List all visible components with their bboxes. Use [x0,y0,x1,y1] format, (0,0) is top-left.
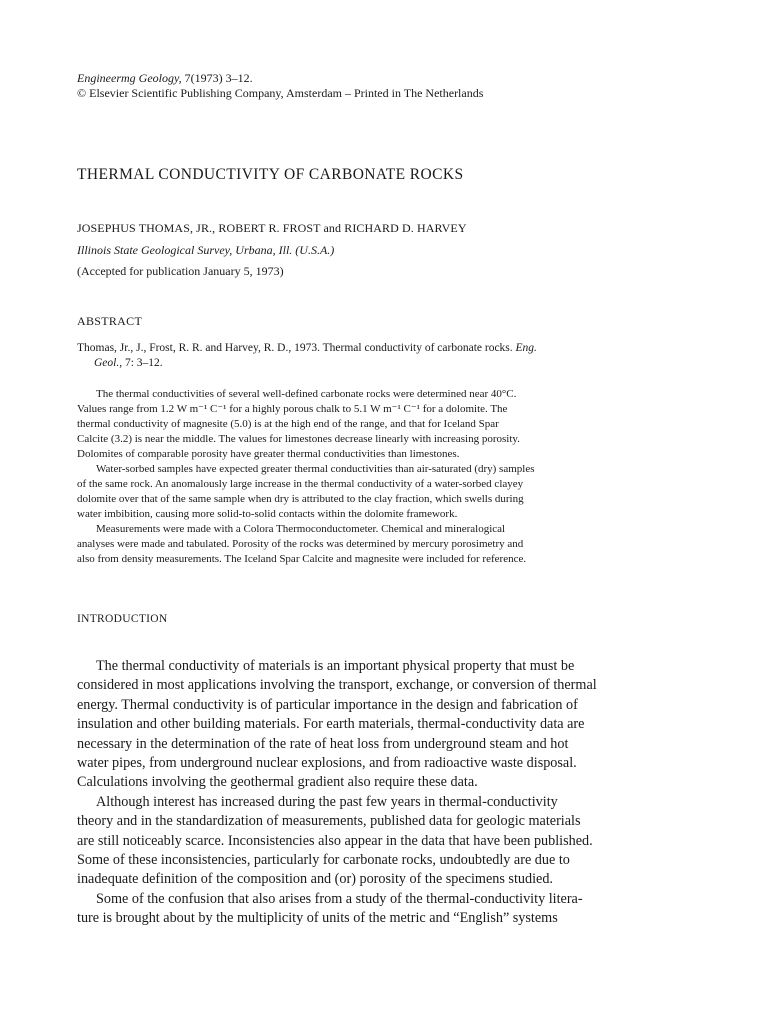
citation-line-2 [77,356,677,371]
citation-journal: Eng. [515,342,537,354]
abstract-line: water imbibition, causing more solid-to-solid contacts within the dolomite framework. [77,508,458,520]
introduction-line: inadequate definition of the composition and (or) porosity of the specimens studied. [77,871,553,888]
citation-text: Thomas, Jr., J., Frost, R. R. and Harvey, R. D., 1973. Thermal conductivity of carbonate rocks. [77,342,516,354]
introduction-line: Although interest has increased during the past few years in thermal-conductivity [96,793,558,810]
article-title: THERMAL CONDUCTIVITY OF CARBONATE ROCKS [77,166,464,183]
abstract-line: Calcite (3.2) is near the middle. The values for limestones decrease linearly with increasing porosity. [77,433,520,445]
abstract-line: Water-sorbed samples have expected greater thermal conductivities than air-saturated (dry) samples [96,463,535,475]
abstract-line: Values range from 1.2 W m⁻¹ C⁻¹ for a highly porous chalk to 5.1 W m⁻¹ C⁻¹ for a dolomite. The [77,403,508,415]
abstract-citation [77,341,677,371]
introduction-line: Some of these inconsistencies, particularly for carbonate rocks, undoubtedly are due to [77,852,570,869]
introduction-line: ture is brought about by the multiplicity of units of the metric and “English” systems [77,910,558,927]
introduction-line: water pipes, from underground nuclear explosions, and from radioactive waste disposal. [77,755,577,772]
abstract-line: thermal conductivity of magnesite (5.0) is at the high end of the range, and that for Iceland Spar [77,418,499,430]
abstract-line: of the same rock. An anomalously large increase in the thermal conductivity of a water-sorbed clayey [77,478,524,490]
abstract-line: analyses were made and tabulated. Porosity of the rocks was determined by mercury porosimetry and [77,538,524,550]
affiliation: Illinois State Geological Survey, Urbana, Ill. (U.S.A.) [77,243,335,257]
accepted-date: (Accepted for publication January 5, 1973) [77,264,284,278]
introduction-line: necessary in the determination of the rate of heat loss from underground steam and hot [77,735,569,752]
introduction-line: The thermal conductivity of materials is an important physical property that must be [96,658,575,674]
citation-journal-cont: Geol., [94,357,123,369]
introduction-body [77,657,697,929]
abstract-body [77,387,677,567]
abstract-line: dolomite over that of the same sample when dry is attributed to the clay fraction, which swells during [77,493,524,505]
authors: JOSEPHUS THOMAS, JR., ROBERT R. FROST and RICHARD D. HARVEY [77,221,467,235]
introduction-line: Calculations involving the geothermal gradient also require these data. [77,774,478,791]
journal-reference [77,70,253,86]
introduction-line: Some of the confusion that also arises from a study of the thermal-conductivity litera- [96,890,583,907]
abstract-line: Measurements were made with a Colora Thermoconductometer. Chemical and mineralogical [96,523,506,535]
introduction-line: theory and in the standardization of measurements, published data for geologic materials [77,813,581,830]
journal-name: Engineermg Geology, [77,71,182,85]
citation-line-1 [77,341,677,356]
citation-volume: 7: 3–12. [122,357,163,369]
abstract-line: The thermal conductivities of several well-defined carbonate rocks were determined near 40°C. [96,388,517,400]
copyright-line: © Elsevier Scientific Publishing Company, Amsterdam – Printed in The Netherlands [77,86,484,100]
journal-volume-pages: 7(1973) 3–12. [181,71,253,85]
abstract-line: Dolomites of comparable porosity have greater thermal conductivities than limestones. [77,448,460,460]
introduction-line: are still noticeably scarce. Inconsistencies also appear in the data that have been published. [77,832,593,849]
introduction-line: energy. Thermal conductivity is of particular importance in the design and fabrication of [77,696,578,713]
introduction-heading: INTRODUCTION [77,613,168,625]
introduction-line: considered in most applications involving the transport, exchange, or conversion of thermal [77,677,597,694]
introduction-line: insulation and other building materials. For earth materials, thermal-conductivity data are [77,716,585,733]
abstract-line: also from density measurements. The Iceland Spar Calcite and magnesite were included for reference. [77,553,527,565]
abstract-heading: ABSTRACT [77,314,143,328]
